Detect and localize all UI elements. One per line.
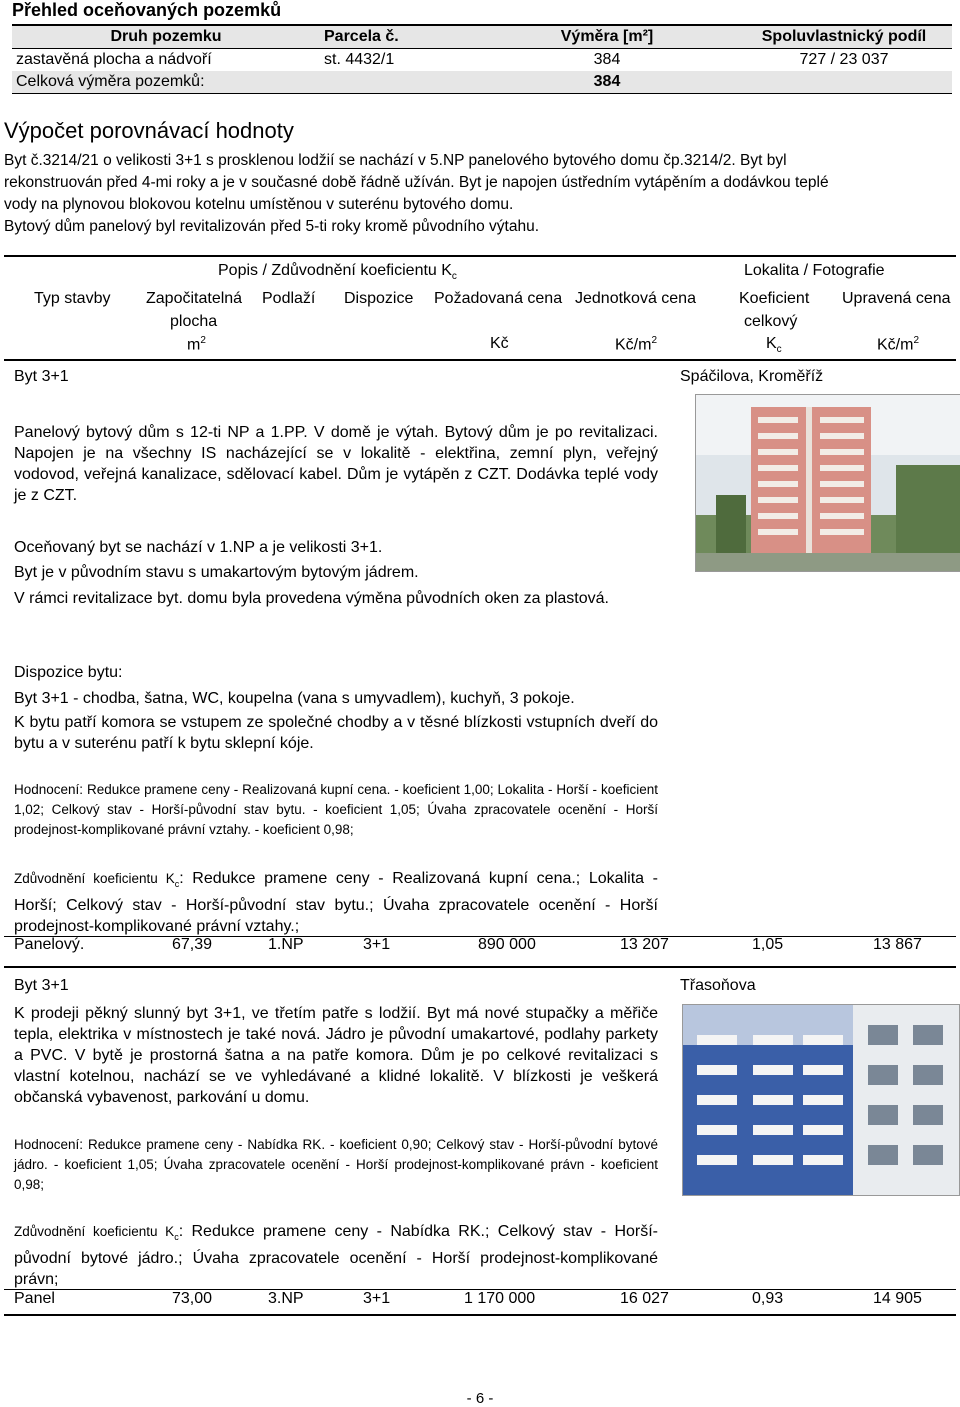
comparable-type: Byt 3+1 <box>14 368 69 385</box>
cell-land-type: zastavěná plocha a nádvoří <box>16 51 212 68</box>
group-header-right: Lokalita / Fotografie <box>744 262 885 279</box>
disposition-text: Byt 3+1 - chodba, šatna, WC, koupelna (vana s umyvadlem), kuchyň, 3 pokoje. <box>14 690 575 707</box>
comparable-description: K prodeji pěkný slunný byt 3+1, ve třetím patře s lodžií. Byt má nové stupačky a měřiče tepla, elektrika v místnostech je také nová. Jádro je původní umakartové, podlahy parkety a PVC. V bytě je prostorná šatna a na patře komora. Dům je po celkové revitalizaci s vlastní kotelnou, nachází se ve vyhledávané a klidné lokalitě. V blízkosti je veškerá občanská vybavenost, parkování u domu. <box>14 1005 658 1106</box>
col-area-unit: $m^2$ <box>187 335 206 354</box>
comparable-floor-note: Oceňovaný byt se nachází v 1.NP a je velikosti 3+1. <box>14 539 383 556</box>
value-adjusted-price: 14 905 <box>873 1290 922 1307</box>
column-header: Parcela č. <box>320 25 478 49</box>
cell-parcel: st. 4432/1 <box>324 51 395 68</box>
col-price-header: Požadovaná cena <box>434 290 563 307</box>
col-adjusted-header: Upravená cena <box>842 290 951 307</box>
group-header-left: Popis / Zdůvodnění koeficientu $K_c$ <box>218 262 457 283</box>
col-area-header-2: plocha <box>170 313 218 330</box>
total-label: Celková výměra pozemků: <box>12 71 320 94</box>
disposition-label: Dispozice bytu: <box>14 664 123 681</box>
comparable-location: Spáčilova, Kroměříž <box>680 368 824 385</box>
row-rule <box>4 966 956 968</box>
rating-text: Hodnocení: Redukce pramene ceny - Realizovaná kupní cena. - koeficient 1,00; Lokalita - Horší - koeficient 1,02; Celkový stav - Horší-původní stav bytu. - koeficient 1,05; Úvaha zpracovatele ocenění - Horší prodejnost-komplikované právní vztahy. - koeficient 0,98; <box>14 782 658 837</box>
col-coef-header-2: celkový <box>744 313 798 330</box>
value-disposition: 3+1 <box>363 1290 391 1307</box>
value-type: Panel <box>14 1290 55 1307</box>
table-top-rule <box>4 255 956 257</box>
building-photo-2 <box>682 1004 960 1196</box>
intro-line: Bytový dům panelový byl revitalizován před 5-ti roky kromě původního výtahu. <box>4 218 540 235</box>
value-floor: 3.NP <box>268 1290 304 1307</box>
land-table <box>12 24 952 94</box>
comparable-location: Třasoňova <box>680 977 756 994</box>
value-area: 67,39 <box>172 936 213 953</box>
row-rule <box>4 1314 956 1316</box>
table-header-rule <box>4 359 956 361</box>
table-header-row <box>12 25 952 49</box>
calc-title: Výpočet porovnávací hodnoty <box>4 118 294 143</box>
col-coef-unit: $K_c$ <box>766 335 782 356</box>
coef-reason: Zdůvodnění koeficientu $K_c$: Redukce pramene ceny - Realizovaná kupní cena.; Lokalita - Horší; Celkový stav - Horší-původní stav bytu.; Úvaha zpracovatele ocenění - Horší prodejnost-komplikované právní vztahy.; <box>14 870 658 936</box>
building-photo-2-image <box>683 1005 959 1195</box>
building-photo-1-image <box>696 395 960 571</box>
value-area: 73,00 <box>172 1290 213 1307</box>
rating-text: Hodnocení: Redukce pramene ceny - Nabídka RK. - koeficient 0,90; Celkový stav - Horší-původní bytové jádro. - koeficient 1,05; Úvaha zpracovatele ocenění - Horší prodejnost-komplikované právn - koeficient 0,98; <box>14 1137 658 1192</box>
value-disposition: 3+1 <box>363 936 391 953</box>
col-disposition-header: Dispozice <box>344 290 414 307</box>
col-adjusted-unit: $Kč/m^2$ <box>877 335 920 354</box>
intro-line: vody na plynovou blokovou kotelnu umístěnou v suterénu bytového domu. <box>4 196 514 213</box>
total-value: 384 <box>478 71 736 94</box>
page-number: - 6 - <box>466 1390 494 1407</box>
value-unit-price: 16 027 <box>620 1290 669 1307</box>
intro-line: Byt č.3214/21 o velikosti 3+1 s prosklenou lodžií se nachází v 5.NP panelového bytového domu čp.3214/2. Byt byl <box>4 152 787 169</box>
col-area-header: Započitatelná <box>146 290 243 307</box>
value-unit-price: 13 207 <box>620 936 669 953</box>
intro-line: rekonstruován před 4-mi roky a je v současné době řádně užíván. Byt je napojen ústředním vytápěním a dodávkou teplé <box>4 174 829 191</box>
table-row <box>12 49 952 72</box>
col-floor-header: Podlaží <box>262 290 316 307</box>
value-coefficient: 0,93 <box>752 1290 784 1307</box>
section-title: Přehled oceňovaných pozemků <box>12 0 282 20</box>
calc-intro <box>4 150 954 238</box>
comparable-type: Byt 3+1 <box>14 977 69 994</box>
value-coefficient: 1,05 <box>752 936 784 953</box>
column-header: Druh pozemku <box>12 25 320 49</box>
cell-area: 384 <box>593 51 621 68</box>
value-price: 1 170 000 <box>464 1290 536 1307</box>
col-coef-header: Koeficient <box>739 290 810 307</box>
col-type-header: Typ stavby <box>34 290 111 307</box>
table-total-row <box>12 71 952 94</box>
col-unit-price-header: Jednotková cena <box>575 290 696 307</box>
value-floor: 1.NP <box>268 936 304 953</box>
value-adjusted-price: 13 867 <box>873 936 922 953</box>
column-header: Výměra [m²] <box>478 25 736 49</box>
coef-reason: Zdůvodnění koeficientu $K_c$: Redukce pramene ceny - Nabídka RK.; Celkový stav - Horší-původní bytové jádro.; Úvaha zpracovatele ocenění - Horší prodejnost-komplikované právn; <box>14 1223 658 1289</box>
storage-note: K bytu patří komora se vstupem ze společné chodby a v těsné blízkosti vstupních dveří do bytu a v suterénu patří k bytu sklepní kóje. <box>14 714 658 752</box>
building-photo-1 <box>695 394 960 572</box>
column-header: Spoluvlastnický podíl <box>736 25 952 49</box>
comparable-description: Panelový bytový dům s 12-ti NP a 1.PP. V domě je výtah. Bytový dům je po revitalizaci. Napojen je na všechny IS nacházející se v lokalitě - elektřina, zemní plyn, veřejný vodovod, veřejná kanalizace, sdělovací kabel. Dům je vytápěn z CZT. Dodávka teplé vody je z CZT. <box>14 424 658 504</box>
col-unit-price-unit: $Kč/m^2$ <box>615 335 658 354</box>
value-type: Panelový. <box>14 936 85 953</box>
comparable-state-note: Byt je v původním stavu s umakartovým bytovým jádrem. <box>14 564 419 581</box>
value-price: 890 000 <box>478 936 536 953</box>
col-price-unit: Kč <box>490 335 509 352</box>
comparable-revitalization-note: V rámci revitalizace byt. domu byla provedena výměna původních oken za plastová. <box>14 590 609 607</box>
cell-share: 727 / 23 037 <box>799 51 889 68</box>
